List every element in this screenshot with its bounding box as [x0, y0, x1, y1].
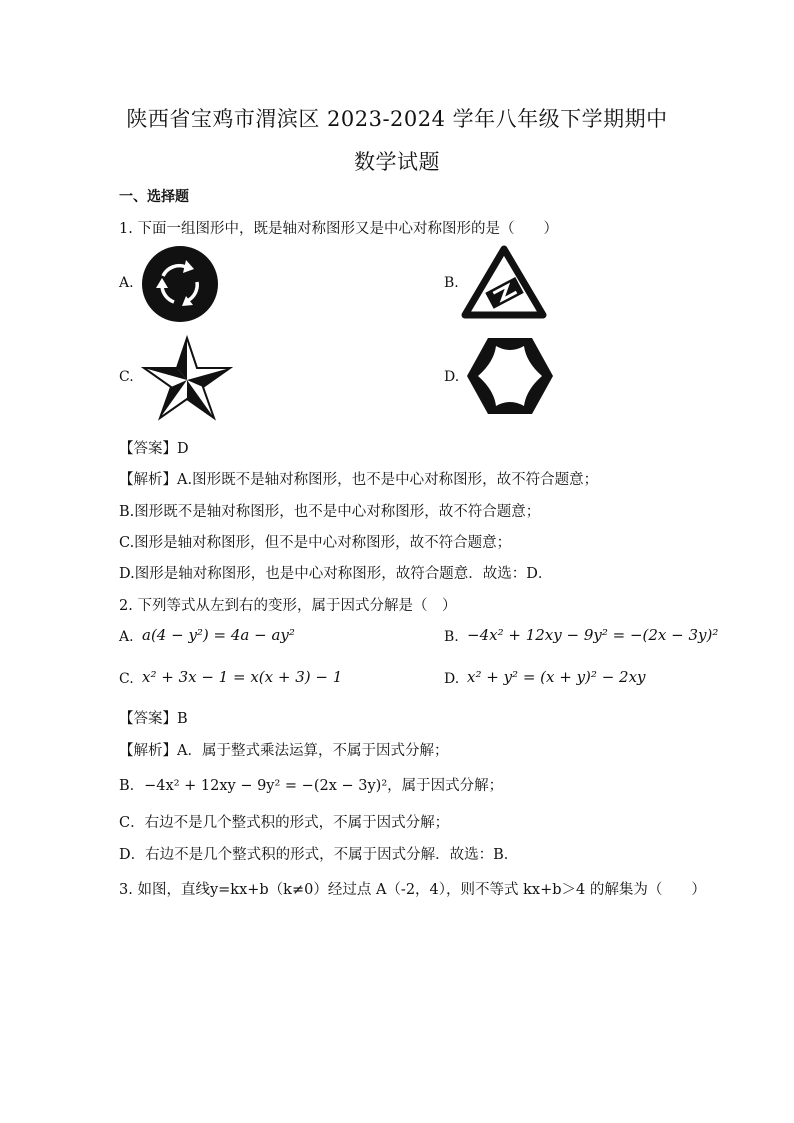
q1-option-d-label: D.	[444, 369, 460, 385]
section-heading: 一、选择题	[119, 189, 189, 205]
q1-figure-a-roundabout-icon	[142, 246, 218, 322]
q1-analysis-line-2: B.图形既不是轴对称图形，也不是中心对称图形，故不符合题意；	[119, 504, 541, 520]
q2-analysis-line-4: D．右边不是几个整式积的形式，不属于因式分解．故选：B．	[119, 847, 519, 863]
q1-analysis-line-4: D.图形是轴对称图形，也是中心对称图形，故符合题意．故选：D．	[119, 566, 553, 582]
q2-option-a-expression: a(4 − y²) = 4a − ay²	[142, 626, 295, 644]
page-title: 陕西省宝鸡市渭滨区 2023-2024 学年八年级下学期期中	[126, 107, 668, 131]
q1-answer: 【答案】D	[119, 441, 189, 457]
q2-option-d-label: D.	[444, 671, 460, 687]
q1-figure-b-warning-sign-icon	[462, 246, 546, 318]
q2-option-a-label: A.	[119, 629, 134, 645]
q2-option-b-label: B.	[444, 629, 459, 645]
q1-option-c-label: C.	[119, 369, 134, 385]
q2-stem: 2. 下列等式从左到右的变形，属于因式分解是（ ）	[119, 598, 457, 614]
q2-analysis-line-2: B．−4x² + 12xy − 9y² = −(2x − 3y)²，属于因式分解；	[119, 778, 504, 794]
page-subtitle: 数学试题	[354, 150, 440, 174]
q1-option-b-label: B.	[444, 275, 459, 291]
q2-option-b-expression: −4x² + 12xy − 9y² = −(2x − 3y)²	[467, 626, 719, 644]
q2-option-c-label: C.	[119, 671, 134, 687]
q2-analysis-line-3: C．右边不是几个整式积的形式，不属于因式分解；	[119, 815, 450, 831]
q1-analysis-line-1: 【解析】A.图形既不是轴对称图形，也不是中心对称图形，故不符合题意；	[119, 472, 599, 488]
q2-analysis-line-1: 【解析】A．属于整式乘法运算，不属于因式分解；	[119, 743, 449, 759]
q1-option-a-label: A.	[119, 275, 134, 291]
q2-option-d-expression: x² + y² = (x + y)² − 2xy	[467, 668, 646, 686]
q3-stem: 3. 如图，直线y=kx+b（k≠0）经过点 A（-2，4），则不等式 kx+b＞4 的解集为（ ）	[119, 882, 706, 898]
q1-analysis-line-3: C.图形是轴对称图形，但不是中心对称图形，故不符合题意；	[119, 535, 512, 551]
q2-option-c-expression: x² + 3x − 1 = x(x + 3) − 1	[142, 668, 343, 686]
q1-figure-d-hexagon-icon	[466, 336, 554, 416]
q1-figure-c-star-icon	[142, 336, 232, 420]
q1-stem: 1. 下面一组图形中，既是轴对称图形又是中心对称图形的是（ ）	[119, 221, 558, 237]
q2-answer: 【答案】B	[119, 711, 188, 727]
